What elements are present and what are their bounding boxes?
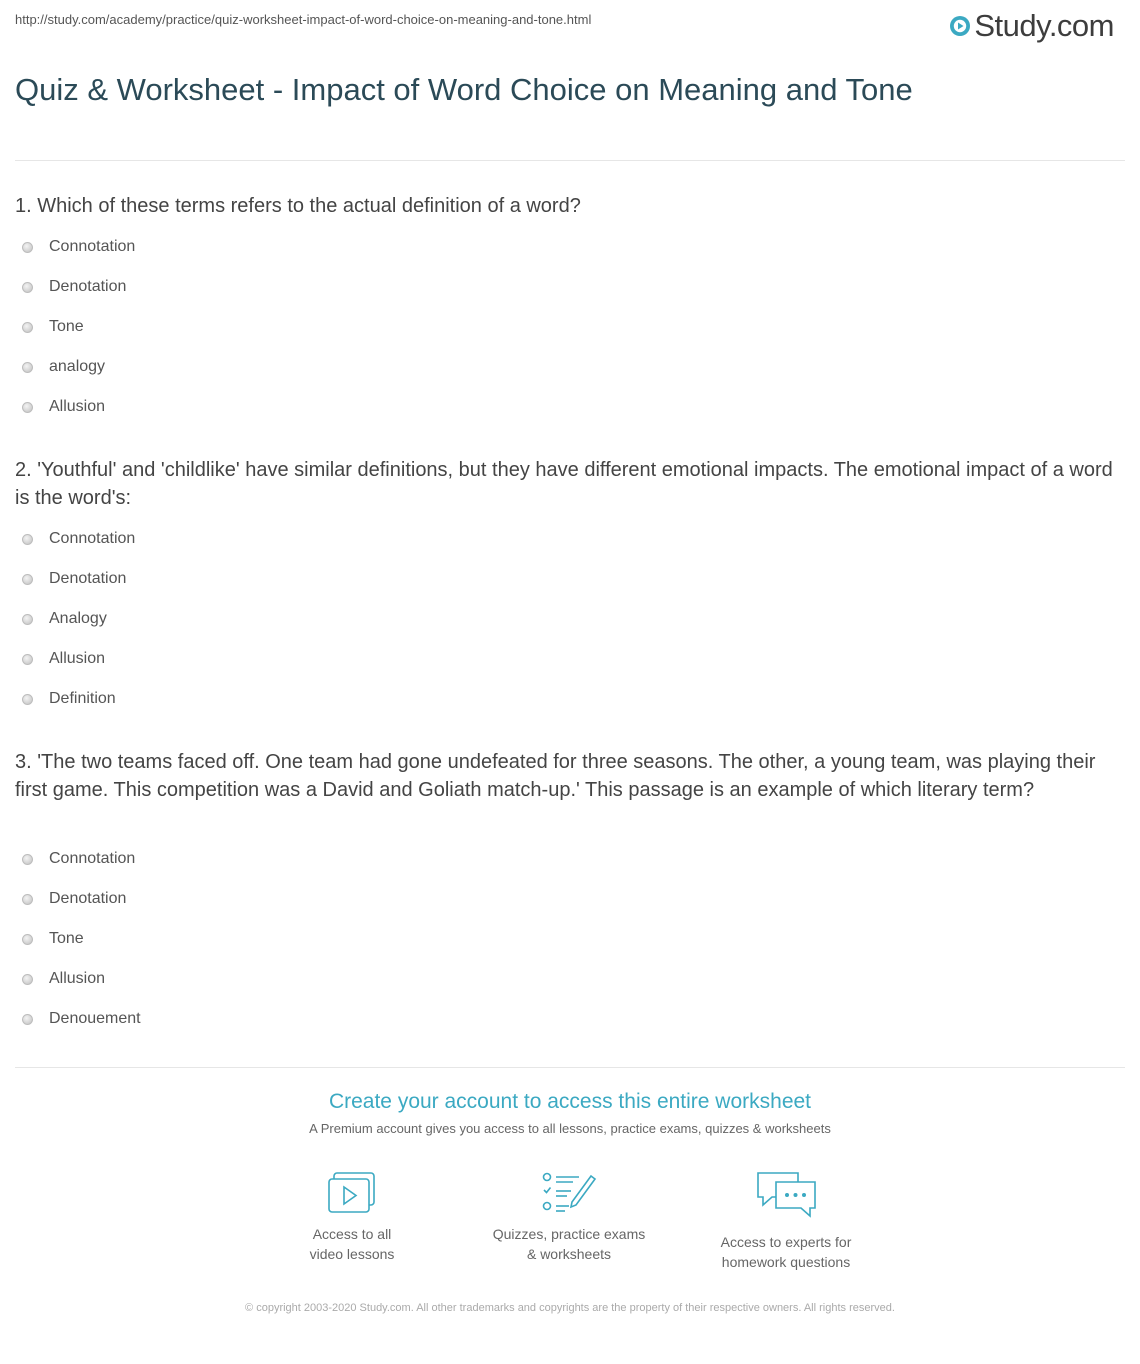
option-label: Definition xyxy=(49,690,116,707)
feature-label-line2: video lessons xyxy=(309,1246,395,1262)
question-3: 3. 'The two teams faced off. One team had gone undefeated for three seasons. The other, a young team, was playing their first game. This competition was a David and Goliath match-up.' This passage is an example of which literary term? xyxy=(15,751,1096,801)
radio-button[interactable] xyxy=(22,614,33,625)
option[interactable] xyxy=(22,879,141,919)
feature-label-line1: Quizzes, practice exams xyxy=(492,1226,646,1242)
option[interactable] xyxy=(22,387,135,427)
option-label: Denotation xyxy=(49,278,127,295)
option-label: Denotation xyxy=(49,570,127,587)
radio-button[interactable] xyxy=(22,402,33,413)
option-label: Allusion xyxy=(49,650,106,667)
radio-button[interactable] xyxy=(22,362,33,373)
option[interactable] xyxy=(22,999,141,1039)
chat-bubbles-icon xyxy=(754,1170,818,1224)
create-account-link[interactable]: Create your account to access this entire worksheet xyxy=(328,1090,812,1113)
cta-divider xyxy=(15,1067,1125,1068)
radio-button[interactable] xyxy=(22,854,33,865)
question-3-options xyxy=(22,839,141,1039)
feature-label-line2: & worksheets xyxy=(526,1246,612,1262)
radio-button[interactable] xyxy=(22,282,33,293)
radio-button[interactable] xyxy=(22,574,33,585)
page-url: http://study.com/academy/practice/quiz-worksheet-impact-of-word-choice-on-meaning-and-tone.html xyxy=(15,12,592,27)
cta-subtitle: A Premium account gives you access to all lessons, practice exams, quizzes & worksheets xyxy=(309,1121,831,1136)
feature-experts xyxy=(696,1170,876,1272)
logo-text: Study.com xyxy=(974,8,1114,43)
option[interactable] xyxy=(22,267,135,307)
radio-button[interactable] xyxy=(22,1014,33,1025)
radio-button[interactable] xyxy=(22,974,33,985)
option[interactable] xyxy=(22,959,141,999)
option[interactable] xyxy=(22,347,135,387)
option-label: Denouement xyxy=(49,1010,141,1027)
option-label: Connotation xyxy=(49,530,136,547)
option[interactable] xyxy=(22,307,135,347)
radio-button[interactable] xyxy=(22,242,33,253)
play-circle-icon xyxy=(949,15,971,37)
feature-label-line1: Access to all xyxy=(312,1226,392,1242)
title-divider xyxy=(15,160,1125,161)
radio-button[interactable] xyxy=(22,654,33,665)
option-label: Denotation xyxy=(49,890,127,907)
option[interactable] xyxy=(22,839,141,879)
question-1: 1. Which of these terms refers to the actual definition of a word? xyxy=(15,195,581,217)
radio-button[interactable] xyxy=(22,322,33,333)
video-lessons-icon xyxy=(326,1170,378,1216)
option[interactable] xyxy=(22,639,135,679)
radio-button[interactable] xyxy=(22,534,33,545)
option-label: Tone xyxy=(49,930,84,947)
study-logo[interactable] xyxy=(949,8,1114,44)
option-label: Tone xyxy=(49,318,84,335)
option[interactable] xyxy=(22,599,135,639)
question-2-options xyxy=(22,519,135,719)
option-label: Allusion xyxy=(49,398,106,415)
feature-quizzes xyxy=(479,1170,659,1264)
page-title: Quiz & Worksheet - Impact of Word Choice on Meaning and Tone xyxy=(15,72,913,107)
option-label: Connotation xyxy=(49,850,136,867)
option[interactable] xyxy=(22,919,141,959)
copyright: © copyright 2003-2020 Study.com. All other trademarks and copyrights are the property of their respective owners. All rights reserved. xyxy=(245,1302,895,1314)
option-label: Connotation xyxy=(49,238,136,255)
radio-button[interactable] xyxy=(22,694,33,705)
option[interactable] xyxy=(22,227,135,267)
question-2: 2. 'Youthful' and 'childlike' have similar definitions, but they have different emotional impacts. The emotional impact of a word is the word's: xyxy=(15,459,1113,509)
option[interactable] xyxy=(22,559,135,599)
option-label: Allusion xyxy=(49,970,106,987)
quiz-checklist-icon xyxy=(541,1170,597,1216)
feature-label-line1: Access to experts for xyxy=(720,1234,852,1250)
option-label: Analogy xyxy=(49,610,107,627)
radio-button[interactable] xyxy=(22,934,33,945)
question-1-options xyxy=(22,227,135,427)
radio-button[interactable] xyxy=(22,894,33,905)
feature-label-line2: homework questions xyxy=(721,1254,851,1270)
option-label: analogy xyxy=(49,358,106,375)
feature-video-lessons xyxy=(262,1170,442,1264)
option[interactable] xyxy=(22,679,135,719)
option[interactable] xyxy=(22,519,135,559)
